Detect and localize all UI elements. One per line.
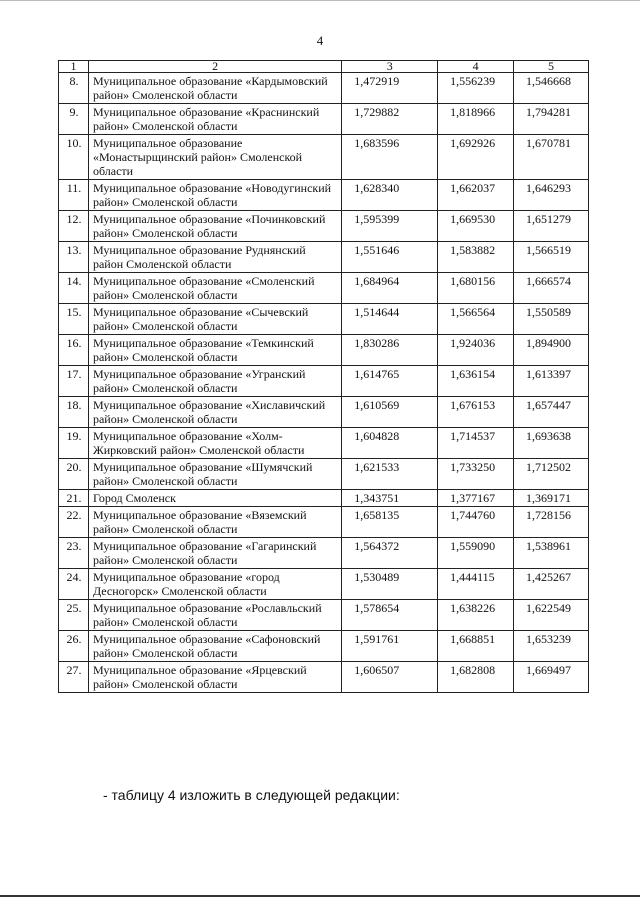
row-number: 23. (59, 538, 89, 569)
value-col-4: 1,566564 (438, 304, 514, 335)
row-number: 10. (59, 135, 89, 180)
municipality-name: Муниципальное образование «Сафоновский район» Смоленской области (88, 631, 341, 662)
header-col-2: 2 (88, 61, 341, 73)
table-row (59, 335, 589, 366)
value-col-5: 1,613397 (514, 366, 589, 397)
value-col-5: 1,566519 (514, 242, 589, 273)
row-number: 15. (59, 304, 89, 335)
header-col-4: 4 (438, 61, 514, 73)
municipality-name: Муниципальное образование «Краснинский район» Смоленской области (88, 104, 341, 135)
value-col-4: 1,556239 (438, 73, 514, 104)
value-col-4: 1,583882 (438, 242, 514, 273)
value-col-4: 1,668851 (438, 631, 514, 662)
value-col-3: 1,658135 (342, 507, 438, 538)
coefficients-table (58, 60, 589, 693)
municipality-name: Муниципальное образование «Смоленский район» Смоленской области (88, 273, 341, 304)
row-number: 17. (59, 366, 89, 397)
municipality-name: Муниципальное образование «Ярцевский район» Смоленской области (88, 662, 341, 693)
row-number: 16. (59, 335, 89, 366)
row-number: 8. (59, 73, 89, 104)
table-row (59, 304, 589, 335)
value-col-4: 1,733250 (438, 459, 514, 490)
value-col-4: 1,680156 (438, 273, 514, 304)
municipality-name: Муниципальное образование «Кардымовский район» Смоленской области (88, 73, 341, 104)
value-col-5: 1,651279 (514, 211, 589, 242)
value-col-5: 1,653239 (514, 631, 589, 662)
value-col-5: 1,546668 (514, 73, 589, 104)
value-col-5: 1,666574 (514, 273, 589, 304)
row-number: 19. (59, 428, 89, 459)
row-number: 22. (59, 507, 89, 538)
value-col-3: 1,591761 (342, 631, 438, 662)
value-col-3: 1,610569 (342, 397, 438, 428)
value-col-5: 1,538961 (514, 538, 589, 569)
municipality-name: Муниципальное образование «Холм-Жирковский район» Смоленской области (88, 428, 341, 459)
value-col-5: 1,657447 (514, 397, 589, 428)
row-number: 11. (59, 180, 89, 211)
value-col-3: 1,551646 (342, 242, 438, 273)
table-row (59, 507, 589, 538)
value-col-4: 1,682808 (438, 662, 514, 693)
header-col-5: 5 (514, 61, 589, 73)
value-col-4: 1,676153 (438, 397, 514, 428)
municipality-name: Муниципальное образование «город Десногорск» Смоленской области (88, 569, 341, 600)
municipality-name: Муниципальное образование «Новодугинский район» Смоленской области (88, 180, 341, 211)
value-col-4: 1,662037 (438, 180, 514, 211)
value-col-3: 1,606507 (342, 662, 438, 693)
value-col-5: 1,670781 (514, 135, 589, 180)
value-col-3: 1,621533 (342, 459, 438, 490)
row-number: 27. (59, 662, 89, 693)
row-number: 12. (59, 211, 89, 242)
value-col-5: 1,425267 (514, 569, 589, 600)
value-col-3: 1,530489 (342, 569, 438, 600)
table-row (59, 73, 589, 104)
value-col-4: 1,669530 (438, 211, 514, 242)
row-number: 24. (59, 569, 89, 600)
row-number: 13. (59, 242, 89, 273)
municipality-name: Муниципальное образование Руднянский район Смоленской области (88, 242, 341, 273)
value-col-3: 1,830286 (342, 335, 438, 366)
value-col-5: 1,622549 (514, 600, 589, 631)
value-col-5: 1,794281 (514, 104, 589, 135)
value-col-3: 1,628340 (342, 180, 438, 211)
value-col-4: 1,638226 (438, 600, 514, 631)
instruction-text: - таблицу 4 изложить в следующей редакции: (103, 787, 400, 803)
table-row (59, 366, 589, 397)
value-col-4: 1,444115 (438, 569, 514, 600)
value-col-4: 1,924036 (438, 335, 514, 366)
municipality-name: Муниципальное образование «Рославльский район» Смоленской области (88, 600, 341, 631)
value-col-4: 1,744760 (438, 507, 514, 538)
value-col-4: 1,559090 (438, 538, 514, 569)
municipality-name: Муниципальное образование «Гагаринский район» Смоленской области (88, 538, 341, 569)
value-col-4: 1,636154 (438, 366, 514, 397)
municipality-name: Город Смоленск (88, 490, 341, 507)
value-col-3: 1,578654 (342, 600, 438, 631)
municipality-name: Муниципальное образование «Вяземский район» Смоленской области (88, 507, 341, 538)
table-row (59, 135, 589, 180)
table-body (59, 73, 589, 693)
value-col-4: 1,714537 (438, 428, 514, 459)
municipality-name: Муниципальное образование «Хиславичский район» Смоленской области (88, 397, 341, 428)
table-row (59, 397, 589, 428)
table-row (59, 180, 589, 211)
value-col-3: 1,604828 (342, 428, 438, 459)
bottom-edge-line (0, 895, 640, 897)
municipality-name: Муниципальное образование «Шумячский район» Смоленской области (88, 459, 341, 490)
table-row (59, 242, 589, 273)
value-col-3: 1,343751 (342, 490, 438, 507)
value-col-4: 1,818966 (438, 104, 514, 135)
row-number: 20. (59, 459, 89, 490)
value-col-3: 1,564372 (342, 538, 438, 569)
table-row (59, 273, 589, 304)
row-number: 14. (59, 273, 89, 304)
row-number: 18. (59, 397, 89, 428)
row-number: 21. (59, 490, 89, 507)
value-col-3: 1,684964 (342, 273, 438, 304)
table-row (59, 600, 589, 631)
table-row (59, 211, 589, 242)
municipality-name: Муниципальное образование «Темкинский район» Смоленской области (88, 335, 341, 366)
value-col-5: 1,894900 (514, 335, 589, 366)
row-number: 26. (59, 631, 89, 662)
municipality-name: Муниципальное образование «Угранский район» Смоленской области (88, 366, 341, 397)
value-col-5: 1,693638 (514, 428, 589, 459)
table-row (59, 104, 589, 135)
table-row (59, 631, 589, 662)
value-col-3: 1,729882 (342, 104, 438, 135)
table-row (59, 459, 589, 490)
value-col-3: 1,614765 (342, 366, 438, 397)
value-col-5: 1,728156 (514, 507, 589, 538)
table-row (59, 490, 589, 507)
municipality-name: Муниципальное образование «Починковский район» Смоленской области (88, 211, 341, 242)
value-col-5: 1,646293 (514, 180, 589, 211)
top-edge-line (0, 0, 640, 1)
municipality-name: Муниципальное образование «Монастырщинский район» Смоленской области (88, 135, 341, 180)
table-header-row (59, 61, 589, 73)
value-col-3: 1,683596 (342, 135, 438, 180)
row-number: 25. (59, 600, 89, 631)
value-col-3: 1,514644 (342, 304, 438, 335)
value-col-4: 1,377167 (438, 490, 514, 507)
table-row (59, 428, 589, 459)
table-row (59, 569, 589, 600)
value-col-5: 1,669497 (514, 662, 589, 693)
value-col-5: 1,550589 (514, 304, 589, 335)
value-col-5: 1,369171 (514, 490, 589, 507)
header-col-1: 1 (59, 61, 89, 73)
municipality-name: Муниципальное образование «Сычевский район» Смоленской области (88, 304, 341, 335)
value-col-5: 1,712502 (514, 459, 589, 490)
value-col-4: 1,692926 (438, 135, 514, 180)
table-row (59, 538, 589, 569)
value-col-3: 1,595399 (342, 211, 438, 242)
table-row (59, 662, 589, 693)
page-number: 4 (316, 33, 324, 48)
value-col-3: 1,472919 (342, 73, 438, 104)
header-col-3: 3 (342, 61, 438, 73)
row-number: 9. (59, 104, 89, 135)
